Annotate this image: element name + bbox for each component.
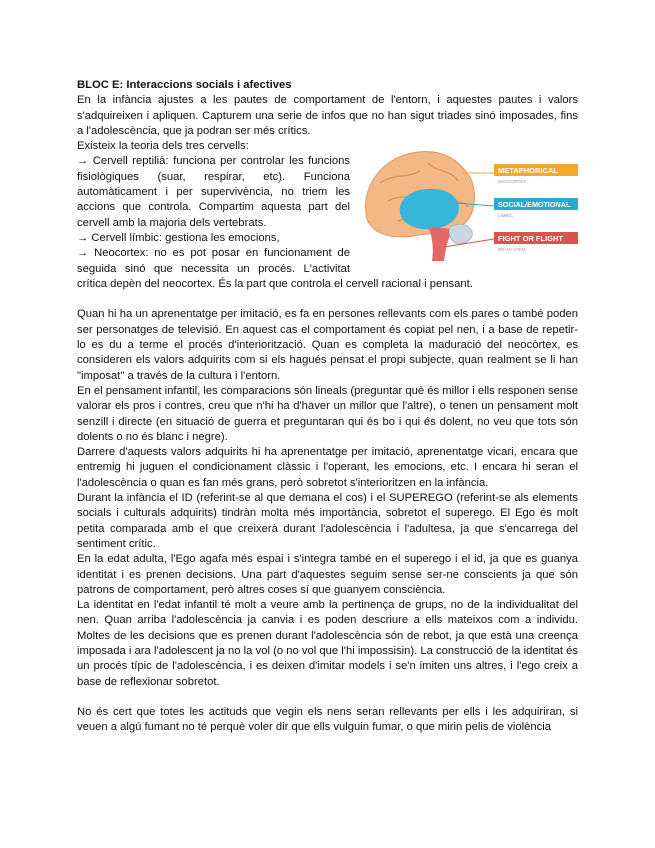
paragraph-acquired-values: Darrere d'aquests valors adquirits hi ha aprenentatge per imitació, aprenentatge vicari, encara que entremig hi juguen el condicionament clàssic i l'operant, les emocions, etc. I encara hi seran el l'adolescència o quan es fan més grans, però sobretot s'interioritzen en la infància. <box>77 446 578 489</box>
brains-lead: Existeix la teoria dels tres cervells: <box>77 140 249 153</box>
brain-cerebellum-shape <box>449 225 472 244</box>
label-social-emotional <box>494 198 578 218</box>
brain-diagram <box>358 143 578 271</box>
paragraph-child-thinking: En el pensament infantil, les comparacions són lineals (preguntar què és millor i ells responen sense valorar els pros i contres, creu que n'hi ha d'haver un millor que l'altre), o tenen un pensament molt senzill i directe (en situació de guerra et preguntaran qui és bo i qui és dolent, no veu que tots són dolents o no és blanc i negre). <box>77 384 578 443</box>
svg-text:FIGHT OR FLIGHT: FIGHT OR FLIGHT <box>498 234 563 244</box>
brain-item-neocortex: → Neocortex: no es pot posar en funcionament de seguida sinó que necessita un procés. L'activitat crítica depèn del neocortex. És la part que controla el cervell racional i pensant. <box>77 247 473 290</box>
paragraph-gap <box>77 690 578 705</box>
section-title: BLOC E: Interaccions socials i afectives <box>77 79 292 91</box>
svg-text:METAPHORICAL: METAPHORICAL <box>498 166 558 176</box>
svg-text:BRAIN STEM: BRAIN STEM <box>498 247 526 253</box>
intro-paragraph: En la infància ajustes a les pautes de comportament de l'entorn, i aquestes pautes i valors s'adquireixen i apliquen. Capturem una serie de infos que no han sigut triades sinó imposades, fins a l'adolescència, que ja podran ser més crítics. <box>77 94 578 137</box>
label-fight-or-flight <box>494 232 578 252</box>
paragraph-gap <box>77 292 578 307</box>
label-metaphorical <box>494 164 578 184</box>
paragraph-attitudes: No és cert que totes les actituds que vegin els nens seran rellevants per ells i les adquiriran, si veuen a algú fumant no té perquè voler dir que ells vulguin fumar, o que mirin pelis de violència <box>77 706 578 734</box>
svg-text:LIMBIC: LIMBIC <box>498 213 514 219</box>
paragraph-identity: La identitat en l'edat infantil té molt a veure amb la pertinença de grups, no de la individualitat del nen. Quan arriba l'adolescència ja canvia i es poden descriure a ells mateixos com a individu. Moltes de les decisions que es prenen durant l'adolescència són de rebot, ja que està una creença imposada i ara l'adolescent ja no la vol (o no vol que l'hi impossisin). La construcció de la identitat és un procés típic de l'adolescència, i es deixen d'imitar models i se'n imiten uns altres, i l'ego creix a base de reflexionar sobretot. <box>77 599 578 688</box>
paragraph-adult-ego: En la edat adulta, l'Ego agafa més espai i s'integra també en el superego i el id, ja que es guanya identitat i es prenen decisions. Una part d'aquestes seguim sense ser-ne conscients ja que són patrons de comportament, però altres coses sí que guanyem consciència. <box>77 553 578 596</box>
svg-text:NEOCORTEX: NEOCORTEX <box>498 179 527 185</box>
paragraph-id-superego: Durant la infància el ID (referint-se al que demana el cos) i el SUPEREGO (referint-se als elements socials i culturals adquirits) tindràn molta més importància, sobretot el superego. El Ego és molt petita comparada amb el que creixerà durant l'adolescència i l'adultesa, ja que s'encarrega del sentiment crític. <box>77 492 578 550</box>
brain-item-limbic: → Cervell límbic: gestiona les emocions, <box>77 231 280 244</box>
svg-text:SOCIAL/EMOTIONAL: SOCIAL/EMOTIONAL <box>498 200 571 210</box>
brain-item-reptilian: → Cervell reptilià: funciona per controlar les funcions fisiològiques (suar, respirar, etc). Funciona automàticament i per supervivència, no triem les accions que controla. Compartim aquesta part del cervell amb la majoria dels vertebrats. <box>77 155 350 229</box>
paragraph-imitation: Quan hi ha un aprenentatge per imitació, es fa en persones rellevants com els pares o també poden ser personatges de televisió. En aquest cas el comportament és copiat pel nen, i a base de repetir-lo es du a terme el procés d'interiorització. Quan es completa la maduració del neocòrtex, es consideren els valors adquirits com si els hagués pensat el propi subjecte, quan realment se li han "imposat" a través de la cultura i l'entorn. <box>77 308 578 382</box>
document-body <box>77 78 578 736</box>
